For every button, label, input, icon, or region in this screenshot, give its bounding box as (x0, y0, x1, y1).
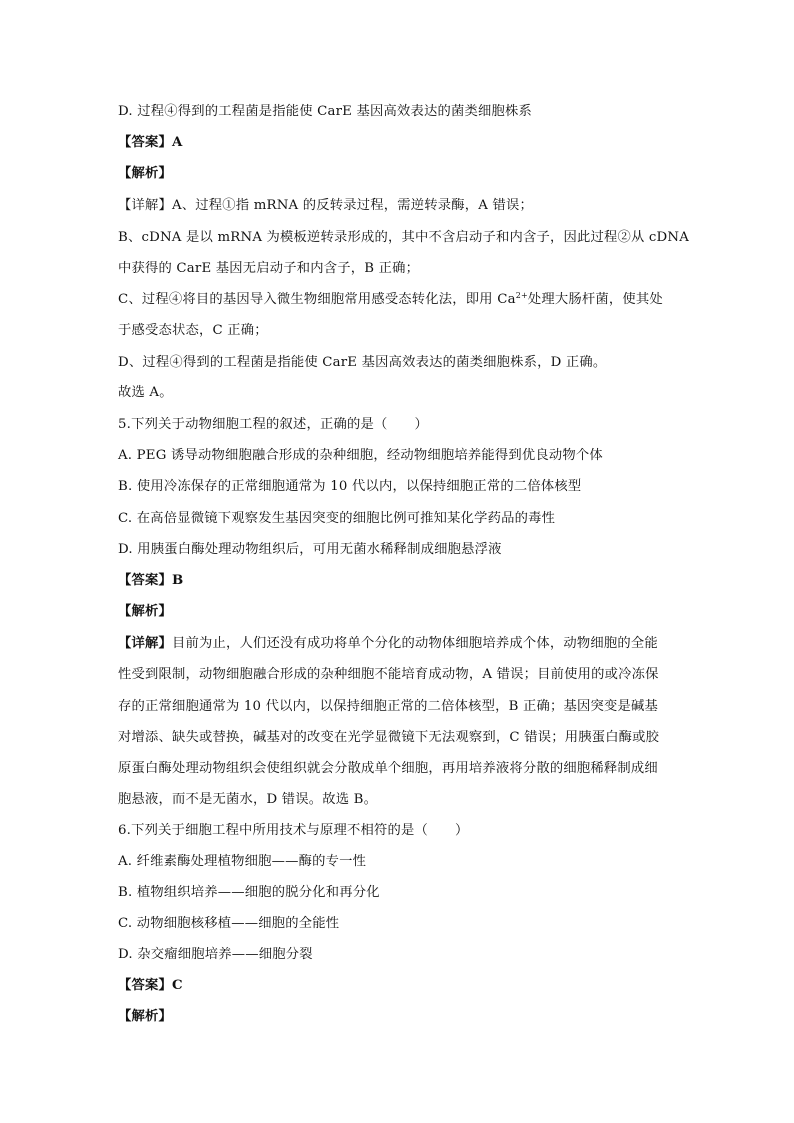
explanation-line-1 (118, 198, 533, 214)
analysis-label-q5 (118, 604, 172, 620)
option-text: B. 植物组织培养——细胞的脱分化和再分化 (118, 885, 380, 900)
option-text: D. 杂交瘤细胞培养——细胞分裂 (118, 947, 313, 962)
question-6-option-d (118, 947, 313, 963)
explanation-text: 对增添、缺失或替换，碱基对的改变在光学显微镜下无法观察到，C 错误；用胰蛋白酶或胶 (118, 730, 660, 745)
explanation-line-4 (118, 292, 663, 308)
option-text: A. PEG 诱导动物细胞融合形成的杂种细胞，经动物细胞培养能得到优良动物个体 (118, 448, 603, 463)
answer-text: 【答案】A (118, 135, 183, 150)
answer-label-q4 (118, 135, 183, 151)
question-5-option-a (118, 448, 603, 464)
answer-text: 【答案】B (118, 573, 184, 588)
analysis-label-q6 (118, 1009, 172, 1025)
q5-explanation-line-4 (118, 730, 659, 746)
explanation-text: 【详解】A、过程①指 mRNA 的反转录过程，需逆转录酶，A 错误； (118, 198, 533, 213)
question-6-stem (118, 823, 469, 839)
explanation-text: B、cDNA 是以 mRNA 为模板逆转录形成的，其中不含启动子和内含子，因此过程②从 cDNA (118, 230, 690, 245)
question-6-option-a (118, 854, 366, 870)
explanation-line-6 (118, 355, 606, 371)
explanation-text: 中获得的 CarE 基因无启动子和内含子，B 正确； (118, 261, 420, 276)
option-text: C. 动物细胞核移植——细胞的全能性 (118, 916, 340, 931)
question-5-stem (118, 417, 428, 433)
option-d-text: D. 过程④得到的工程菌是指能使 CarE 基因高效表达的菌类细胞株系 (118, 104, 532, 119)
explanation-text-cont: 处理大肠杆菌，使其处 (527, 292, 663, 307)
q5-explanation-line-2 (118, 667, 659, 683)
explanation-text: 存的正常细胞通常为 10 代以内，以保持细胞正常的二倍体核型，B 正确；基因突变是碱基 (118, 699, 658, 714)
q5-explanation-line-5 (118, 761, 658, 777)
explanation-line-3 (118, 261, 419, 277)
answer-label-q5 (118, 573, 183, 589)
question-6-option-c (118, 916, 339, 932)
explanation-text: 胞悬液，而不是无菌水，D 错误。故选 B。 (118, 792, 378, 807)
explanation-text: 目前为止，人们还没有成功将单个分化的动物体细胞培养成个体，动物细胞的全能 (172, 636, 658, 651)
detail-label: 【详解】 (118, 636, 172, 651)
q5-explanation-line-1 (118, 636, 658, 652)
explanation-text: 原蛋白酶处理动物组织会使组织就会分散成单个细胞，再用培养液将分散的细胞稀释制成细 (118, 761, 658, 776)
q5-explanation-line-3 (118, 699, 658, 715)
question-6-option-b (118, 885, 380, 901)
question-5-option-c (118, 511, 555, 527)
explanation-text: D、过程④得到的工程菌是指能使 CarE 基因高效表达的菌类细胞株系，D 正确。 (118, 355, 607, 370)
explanation-line-2 (118, 230, 689, 246)
option-text: C. 在高倍显微镜下观察发生基因突变的细胞比例可推知某化学药品的毒性 (118, 511, 556, 526)
option-text: D. 用胰蛋白酶处理动物组织后，可用无菌水稀释制成细胞悬浮液 (118, 542, 502, 557)
analysis-text: 【解析】 (118, 1009, 172, 1024)
superscript-charge: 2+ (515, 291, 528, 300)
question-text: 5.下列关于动物细胞工程的叙述，正确的是（ ） (118, 417, 429, 432)
question-5-option-b (118, 479, 581, 495)
option-text: A. 纤维素酶处理植物细胞——酶的专一性 (118, 854, 367, 869)
analysis-text: 【解析】 (118, 604, 172, 619)
q5-explanation-line-6 (118, 792, 377, 808)
explanation-text: C、过程④将目的基因导入微生物细胞常用感受态转化法，即用 Ca (118, 292, 516, 307)
explanation-line-5 (118, 323, 268, 339)
answer-label-q6 (118, 978, 183, 994)
option-text: B. 使用冷冻保存的正常细胞通常为 10 代以内，以保持细胞正常的二倍体核型 (118, 479, 582, 494)
option-d-q4 (118, 104, 532, 120)
analysis-label-q4 (118, 166, 172, 182)
question-5-option-d (118, 542, 502, 558)
explanation-text: 于感受态状态，C 正确； (118, 323, 268, 338)
conclusion-text: 故选 A。 (118, 385, 173, 400)
explanation-text: 性受到限制，动物细胞融合形成的杂种细胞不能培育成动物，A 错误；目前使用的或冷冻保 (118, 667, 659, 682)
question-text: 6.下列关于细胞工程中所用技术与原理不相符的是（ ） (118, 823, 469, 838)
answer-text: 【答案】C (118, 978, 183, 993)
analysis-text: 【解析】 (118, 166, 172, 181)
conclusion-q4 (118, 385, 173, 401)
